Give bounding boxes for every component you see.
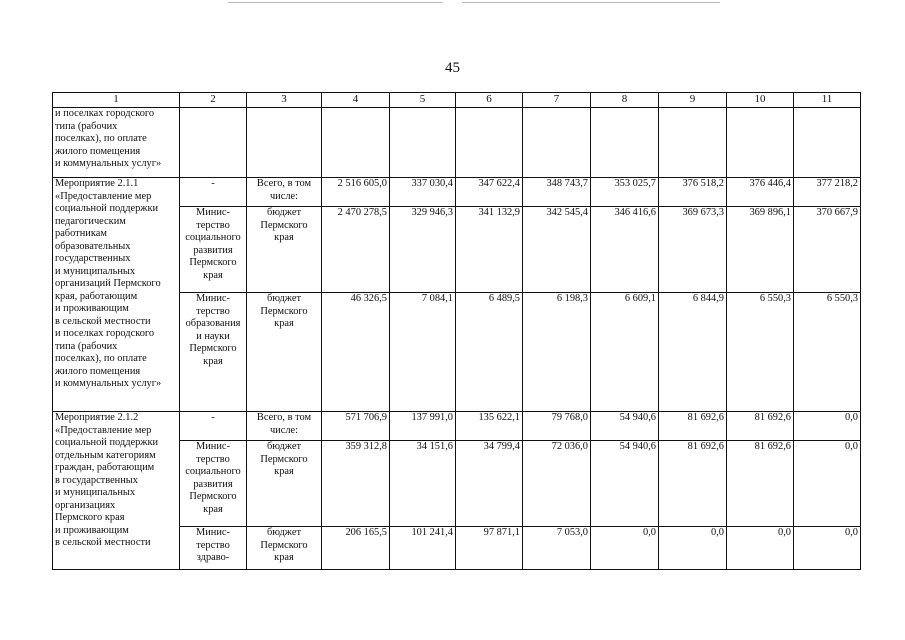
value-cell: 6 489,5 [456, 293, 523, 412]
value-cell: 329 946,3 [390, 207, 456, 293]
value-cell: 0,0 [591, 527, 659, 570]
table-row [53, 412, 861, 441]
column-number: 2 [180, 93, 247, 108]
budget-table [52, 92, 861, 570]
scan-line-right [462, 2, 720, 3]
scan-line-left [228, 2, 443, 3]
value-cell: 346 416,6 [591, 207, 659, 293]
funding-source-cell: бюджет Пермского края [247, 207, 322, 293]
value-cell: 337 030,4 [390, 178, 456, 207]
value-cell: 6 844,9 [659, 293, 727, 412]
column-number: 4 [322, 93, 390, 108]
value-cell: 135 622,1 [456, 412, 523, 441]
executor-cell: Минис- терство социального развития Пермского края [180, 441, 247, 527]
value-cell: 97 871,1 [456, 527, 523, 570]
value-cell: 370 667,9 [794, 207, 861, 293]
column-number: 11 [794, 93, 861, 108]
executor-cell: - [180, 178, 247, 207]
executor-cell: - [180, 412, 247, 441]
value-cell: 359 312,8 [322, 441, 390, 527]
value-cell: 81 692,6 [659, 412, 727, 441]
value-cell: 79 768,0 [523, 412, 591, 441]
value-cell: 137 991,0 [390, 412, 456, 441]
value-cell: 72 036,0 [523, 441, 591, 527]
value-cell: 54 940,6 [591, 412, 659, 441]
value-cell: 206 165,5 [322, 527, 390, 570]
executor-cell: Минис- терство здраво- [180, 527, 247, 570]
value-cell: 54 940,6 [591, 441, 659, 527]
value-cell: 6 550,3 [727, 293, 794, 412]
column-number: 6 [456, 93, 523, 108]
column-number: 5 [390, 93, 456, 108]
value-cell: 571 706,9 [322, 412, 390, 441]
value-cell: 46 326,5 [322, 293, 390, 412]
value-cell: 0,0 [794, 441, 861, 527]
executor-cell: Минис- терство социального развития Пермского края [180, 207, 247, 293]
value-cell: 377 218,2 [794, 178, 861, 207]
table-row [53, 178, 861, 207]
column-number: 3 [247, 93, 322, 108]
funding-source-cell: бюджет Пермского края [247, 293, 322, 412]
value-cell: 7 053,0 [523, 527, 591, 570]
value-cell: 0,0 [727, 527, 794, 570]
column-number-row [53, 93, 861, 108]
value-cell: 81 692,6 [659, 441, 727, 527]
column-number: 9 [659, 93, 727, 108]
value-cell: 101 241,4 [390, 527, 456, 570]
executor-cell: Минис- терство образования и науки Пермского края [180, 293, 247, 412]
funding-source-cell: Всего, в том числе: [247, 178, 322, 207]
value-cell: 81 692,6 [727, 412, 794, 441]
column-number: 7 [523, 93, 591, 108]
value-cell: 376 446,4 [727, 178, 794, 207]
value-cell: 2 470 278,5 [322, 207, 390, 293]
measure-title: Мероприятие 2.1.2 «Предоставление мер социальной поддержки отдельным категориям граждан, работающим в государственных и муниципальных организациях Пермского края и проживающим в сельской местности [53, 412, 180, 570]
column-number: 8 [591, 93, 659, 108]
value-cell: 6 609,1 [591, 293, 659, 412]
value-cell: 347 622,4 [456, 178, 523, 207]
value-cell: 6 550,3 [794, 293, 861, 412]
continuation-row [53, 108, 861, 178]
value-cell: 7 084,1 [390, 293, 456, 412]
column-number: 1 [53, 93, 180, 108]
column-number: 10 [727, 93, 794, 108]
funding-source-cell: бюджет Пермского края [247, 527, 322, 570]
funding-source-cell: бюджет Пермского края [247, 441, 322, 527]
value-cell: 369 896,1 [727, 207, 794, 293]
value-cell: 0,0 [794, 527, 861, 570]
value-cell: 348 743,7 [523, 178, 591, 207]
value-cell: 353 025,7 [591, 178, 659, 207]
value-cell: 0,0 [794, 412, 861, 441]
value-cell: 0,0 [659, 527, 727, 570]
funding-source-cell: Всего, в том числе: [247, 412, 322, 441]
measure-title: Мероприятие 2.1.1 «Предоставление мер социальной поддержки педагогическим работникам образовательных государственных и муниципальных организаций Пермского края, работающим и проживающим в сельской местности и поселках городского типа (рабочих поселках), по оплате жилого помещения и коммунальных услуг» [53, 178, 180, 412]
value-cell: 376 518,2 [659, 178, 727, 207]
value-cell: 342 545,4 [523, 207, 591, 293]
value-cell: 81 692,6 [727, 441, 794, 527]
continuation-text: и поселках городского типа (рабочих поселках), по оплате жилого помещения и коммунальных услуг» [53, 108, 180, 178]
value-cell: 369 673,3 [659, 207, 727, 293]
value-cell: 34 151,6 [390, 441, 456, 527]
value-cell: 6 198,3 [523, 293, 591, 412]
page-number: 45 [445, 60, 460, 76]
value-cell: 2 516 605,0 [322, 178, 390, 207]
value-cell: 34 799,4 [456, 441, 523, 527]
value-cell: 341 132,9 [456, 207, 523, 293]
